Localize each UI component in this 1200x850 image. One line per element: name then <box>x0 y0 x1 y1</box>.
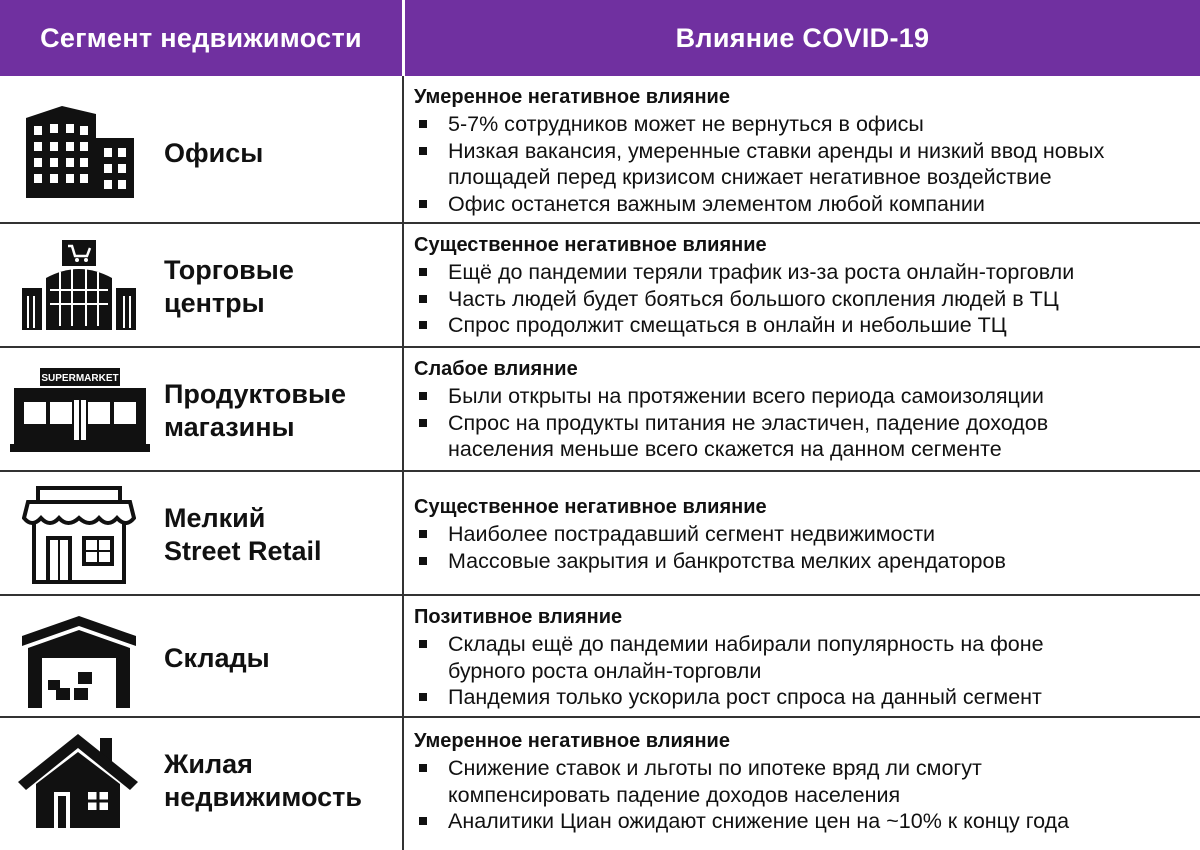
storefront-icon <box>22 486 136 586</box>
impact-level: Умеренное негативное влияние <box>414 86 730 108</box>
shopping-mall-icon <box>22 238 136 334</box>
list-item: Ещё до пандемии теряли трафик из-за роста онлайн-торговли <box>414 259 1074 286</box>
svg-text:SUPERMARKET: SUPERMARKET <box>41 373 119 384</box>
segment-name: Жилая недвижимость <box>164 749 362 812</box>
table-header <box>0 0 1200 76</box>
header-segment: Сегмент недвижимости <box>40 22 362 53</box>
impact-level: Существенное негативное влияние <box>414 496 767 518</box>
table-row-residential <box>0 728 1200 844</box>
segment-name: Продуктовые магазины <box>164 379 347 442</box>
bullet-list <box>414 111 1104 217</box>
supermarket-icon <box>10 366 150 452</box>
row-separator <box>0 222 1200 224</box>
bullet-list <box>414 259 1074 339</box>
table-row-street-retail <box>0 494 1200 586</box>
segment-name: Офисы <box>164 138 264 168</box>
bullet-list <box>414 383 1048 463</box>
row-separator <box>0 346 1200 348</box>
list-item: Часть людей будет бояться большого скопления людей в ТЦ <box>414 286 1074 313</box>
segment-name: Склады <box>164 643 270 673</box>
row-separator <box>0 470 1200 472</box>
list-item: Были открыты на протяжении всего периода самоизоляции <box>414 383 1048 410</box>
impact-level: Умеренное негативное влияние <box>414 730 730 752</box>
table-row-malls <box>0 232 1200 342</box>
impact-level: Слабое влияние <box>414 358 578 380</box>
header-impact: Влияние COVID-19 <box>675 22 930 53</box>
list-item: Низкая вакансия, умеренные ставки аренды и низкий ввод новых площадей перед кризисом снижает негативное воздействие <box>414 138 1104 191</box>
list-item: Пандемия только ускорила рост спроса на данный сегмент <box>414 684 1044 711</box>
list-item: Снижение ставок и льготы по ипотеке вряд ли смогут компенсировать падение доходов населения <box>414 755 1069 808</box>
row-separator <box>0 716 1200 718</box>
list-item: Наиболее пострадавший сегмент недвижимости <box>414 521 1006 548</box>
segment-name: Торговые центры <box>164 255 294 318</box>
bullet-list <box>414 755 1069 835</box>
warehouse-icon <box>22 616 136 708</box>
list-item: Офис останется важным элементом любой компании <box>414 191 1104 218</box>
bullet-list <box>414 521 1006 574</box>
segment-name: Мелкий Street Retail <box>164 503 322 566</box>
table-row-offices <box>0 84 1200 220</box>
list-item: Массовые закрытия и банкротства мелких арендаторов <box>414 548 1006 575</box>
house-icon <box>18 732 138 828</box>
list-item: 5-7% сотрудников может не вернуться в офисы <box>414 111 1104 138</box>
list-item: Спрос на продукты питания не эластичен, падение доходов населения меньше всего скажется на данном сегменте <box>414 410 1048 463</box>
impact-level: Существенное негативное влияние <box>414 234 767 256</box>
list-item: Склады ещё до пандемии набирали популярность на фоне бурного роста онлайн-торговли <box>414 631 1044 684</box>
table-row-warehouses <box>0 604 1200 714</box>
list-item: Спрос продолжит смещаться в онлайн и небольшие ТЦ <box>414 312 1074 339</box>
impact-level: Позитивное влияние <box>414 606 623 628</box>
office-building-icon <box>22 100 136 200</box>
bullet-list <box>414 631 1044 711</box>
table-row-grocery <box>0 356 1200 466</box>
list-item: Аналитики Циан ожидают снижение цен на ~10% к концу года <box>414 808 1069 835</box>
row-separator <box>0 594 1200 596</box>
